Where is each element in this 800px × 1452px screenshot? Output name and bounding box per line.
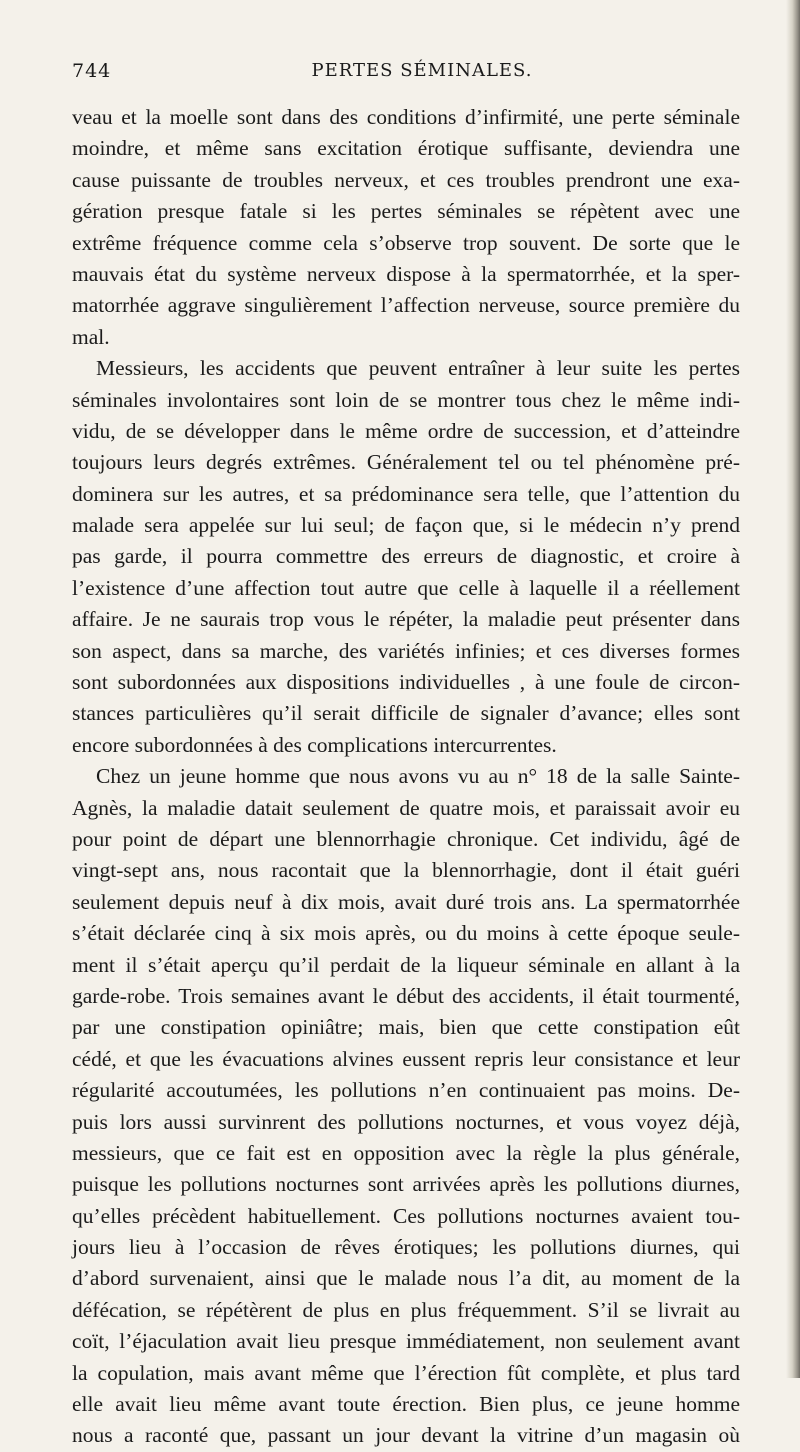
text-line: par une constipation opiniâtre; mais, bien que cette constipation eût [72,1015,740,1040]
text-line: vingt-sept ans, nous racontait que la blennorrhagie, dont il était guéri [72,858,740,883]
page-edge-shadow [786,0,800,1378]
text-line: séminales involontaires sont loin de se montrer tous chez le même indi- [72,387,740,412]
text-line: extrême fréquence comme cela s’observe trop souvent. De sorte que le [72,230,740,255]
text-line: matorrhée aggrave singulièrement l’affection nerveuse, source première du [72,293,740,318]
text-line: nous a raconté que, passant un jour devant la vitrine d’un magasin où [72,1423,740,1448]
text-line: mal. [72,324,110,349]
text-line: mauvais état du système nerveux dispose à la spermatorrhée, et la sper- [72,261,740,286]
text-line: Agnès, la maladie datait seulement de quatre mois, et paraissait avoir eu [72,795,740,820]
text-line: dominera sur les autres, et sa prédominance sera telle, que l’attention du [72,481,740,506]
text-line: toujours leurs degrés extrêmes. Généralement tel ou tel phénomène pré- [72,450,740,475]
text-line: pas garde, il pourra commettre des erreurs de diagnostic, et croire à [72,544,740,569]
text-line: puisque les pollutions nocturnes sont arrivées après les pollutions diurnes, [72,1172,740,1197]
text-line: stances particulières qu’il serait difficile de signaler d’avance; elles sont [72,701,740,726]
text-line: régularité accoutumées, les pollutions n’en continuaient pas moins. De- [72,1078,740,1103]
text-line: gération presque fatale si les pertes séminales se répètent avec une [72,199,740,224]
text-line: messieurs, que ce fait est en opposition avec la règle la plus générale, [72,1140,740,1165]
text-line: seulement depuis neuf à dix mois, avait duré trois ans. La spermatorrhée [72,889,740,914]
text-line: pour point de départ une blennorrhagie chronique. Cet individu, âgé de [72,826,740,851]
text-line: la copulation, mais avant même que l’érection fût complète, et plus tard [72,1360,740,1385]
text-line: malade sera appelée sur lui seul; de façon que, si le médecin n’y prend [72,513,740,538]
text-line: s’était déclarée cinq à six mois après, ou du moins à cette époque seule- [72,921,740,946]
text-line: l’existence d’une affection tout autre que celle à laquelle il a réellement [72,575,740,600]
text-line: encore subordonnées à des complications intercurrentes. [72,732,557,757]
text-line: veau et la moelle sont dans des conditions d’infirmité, une perte séminale [72,105,740,129]
running-title: PERTES SÉMINALES. [311,60,533,81]
text-line: cédé, et que les évacuations alvines eussent repris leur consistance et leur [72,1046,740,1071]
text-line: son aspect, dans sa marche, des variétés infinies; et ces diverses formes [72,638,740,663]
text-line: sont subordonnées aux dispositions individuelles , à une foule de circon- [72,670,740,695]
text-line: Messieurs, les accidents que peuvent entraîner à leur suite les pertes [96,356,740,381]
text-line: moindre, et même sans excitation érotique suffisante, deviendra une [72,136,740,161]
text-line: d’abord survenaient, ainsi que le malade nous l’a dit, au moment de la [72,1266,740,1291]
text-line: Chez un jeune homme que nous avons vu au n° 18 de la salle Sainte- [96,764,740,789]
text-line: vidu, de se développer dans le même ordre de succession, et d’atteindre [72,418,740,443]
text-line: garde-robe. Trois semaines avant le début des accidents, il était tourmenté, [72,983,740,1008]
text-line: jours lieu à l’occasion de rêves érotiques; les pollutions diurnes, qui [72,1235,740,1260]
text-line: affaire. Je ne saurais trop vous le répéter, la maladie peut présenter dans [72,607,740,632]
body-text [72,102,740,1452]
text-line: cause puissante de troubles nerveux, et ces troubles prendront une exa- [72,167,740,192]
text-line: coït, l’éjaculation avait lieu presque immédiatement, non seulement avant [72,1329,740,1354]
text-line: puis lors aussi survinrent des pollutions nocturnes, et vous voyez déjà, [72,1109,740,1134]
text-line: qu’elles précèdent habituellement. Ces pollutions nocturnes avaient tou- [72,1203,740,1228]
page-header [72,60,742,90]
text-line: défécation, se répétèrent de plus en plus fréquemment. S’il se livrait au [72,1297,740,1322]
text-line: elle avait lieu même avant toute érection. Bien plus, ce jeune homme [72,1392,740,1417]
text-line: ment il s’était aperçu qu’il perdait de la liqueur séminale en allant à la [72,952,740,977]
page-number: 744 [72,60,112,82]
